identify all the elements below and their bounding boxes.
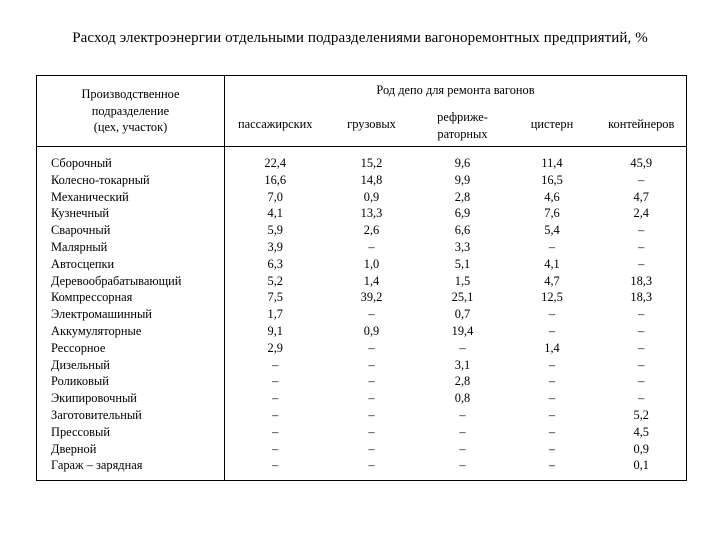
column-header-tank: цистерн (508, 104, 597, 147)
value-cell: – (368, 391, 375, 406)
unit-name: Заготовительный (51, 407, 142, 422)
value-cell: – (459, 458, 466, 473)
unit-name: Деревообрабатывающий (51, 273, 182, 288)
value-cell: 11,4 (541, 156, 563, 170)
value-cell: – (368, 441, 375, 456)
unit-name: Экипировочный (51, 391, 137, 406)
column-header-container: контейнеров (597, 104, 687, 147)
values-column-freight (326, 147, 418, 481)
value-cell: – (368, 239, 375, 254)
value-cell: 13,3 (360, 206, 383, 221)
value-cell: – (272, 391, 279, 406)
value-cell: – (368, 458, 375, 473)
value-cell: 22,4 (264, 156, 287, 170)
value-cell: 4,1 (544, 256, 560, 271)
value-cell: 6,3 (267, 256, 283, 271)
value-cell: – (638, 172, 645, 187)
column-header-refrigerated: рефриже- раторных (418, 104, 508, 147)
value-cell: 14,8 (360, 172, 383, 187)
unit-name: Прессовый (51, 424, 110, 439)
unit-name: Колесно-токарный (51, 172, 150, 187)
column-header-freight: грузовых (326, 104, 418, 147)
value-cell: 0,1 (633, 458, 649, 473)
value-cell: – (638, 256, 645, 271)
value-cell: – (368, 340, 375, 355)
value-cell: 0,9 (363, 189, 380, 204)
value-cell: – (548, 424, 556, 439)
value-cell: 5,2 (633, 407, 649, 422)
value-cell: 1,7 (267, 307, 283, 322)
value-cell: 5,2 (267, 273, 283, 288)
value-cell: 0,7 (454, 307, 471, 322)
unit-name: Аккумуляторные (51, 323, 142, 338)
value-cell: – (272, 374, 279, 389)
value-cell: – (459, 441, 466, 456)
unit-name: Механический (51, 189, 129, 204)
unit-name: Автосцепки (51, 256, 115, 271)
value-cell: – (638, 391, 645, 406)
depot-type-group-header: Род депо для ремонта вагонов (225, 76, 687, 105)
value-cell: – (368, 357, 375, 372)
value-cell: – (459, 424, 466, 439)
value-cell: 19,4 (451, 323, 474, 338)
value-cell: – (368, 374, 375, 389)
unit-name: Дверной (51, 441, 97, 456)
value-cell: 4,6 (544, 189, 560, 204)
value-cell: 1,0 (363, 256, 380, 271)
value-cell: 5,1 (454, 256, 471, 271)
value-cell: – (638, 307, 645, 322)
value-cell: 16,6 (264, 172, 287, 187)
value-cell: 0,9 (363, 323, 380, 338)
value-cell: 16,5 (541, 172, 563, 187)
value-cell: – (638, 323, 645, 338)
values-column-container (597, 147, 687, 481)
value-cell: – (368, 424, 375, 439)
value-cell: 7,5 (267, 290, 283, 305)
table-title: Расход электроэнергии отдельными подразделениями вагоноремонтных предприятий, % (72, 30, 648, 46)
value-cell: 2,8 (454, 374, 471, 389)
value-cell: 39,2 (360, 290, 383, 305)
value-cell: 0,9 (633, 441, 649, 456)
unit-name: Дизельный (51, 357, 110, 372)
value-cell: 3,1 (454, 357, 471, 372)
value-cell: 7,0 (267, 189, 283, 204)
value-cell: 12,5 (541, 290, 563, 305)
value-cell: 1,4 (544, 340, 560, 355)
unit-name: Малярный (51, 239, 108, 254)
values-column-passenger (225, 147, 326, 481)
value-cell: – (548, 357, 556, 372)
value-cell: 3,3 (454, 239, 471, 254)
value-cell: 18,3 (630, 273, 653, 288)
value-cell: 0,8 (454, 391, 471, 406)
value-cell: 1,4 (363, 273, 380, 288)
value-cell: – (368, 307, 375, 322)
value-cell: – (548, 374, 556, 389)
value-cell: 9,1 (267, 323, 283, 338)
value-cell: 45,9 (630, 156, 653, 170)
value-cell: 2,6 (363, 223, 380, 238)
value-cell: 4,5 (633, 424, 649, 439)
value-cell: – (272, 407, 279, 422)
value-cell: – (548, 391, 556, 406)
value-cell: 6,9 (454, 206, 471, 221)
value-cell: – (548, 441, 556, 456)
unit-name: Электромашинный (51, 307, 152, 322)
column-header-passenger: пассажирских (225, 104, 326, 147)
value-cell: 4,7 (633, 189, 649, 204)
value-cell: – (548, 307, 556, 322)
value-cell: – (368, 407, 375, 422)
value-cell: 5,9 (267, 223, 283, 238)
value-cell: – (272, 441, 279, 456)
value-cell: 2,8 (454, 189, 471, 204)
value-cell: – (548, 323, 556, 338)
value-cell: 3,9 (267, 239, 283, 254)
value-cell: – (638, 239, 645, 254)
electricity-table (36, 75, 687, 481)
unit-name: Компрессорная (51, 290, 133, 305)
value-cell: – (638, 340, 645, 355)
value-cell: 2,4 (633, 206, 649, 221)
unit-name: Рессорное (51, 340, 106, 355)
unit-name: Кузнечный (51, 206, 110, 221)
unit-name: Сборочный (51, 156, 112, 170)
unit-name: Сварочный (51, 223, 111, 238)
value-cell: 2,9 (267, 340, 283, 355)
value-cell: – (638, 223, 645, 238)
value-cell: – (272, 458, 279, 473)
value-cell: 4,7 (544, 273, 560, 288)
unit-name: Роликовый (51, 374, 109, 389)
unit-column-header: Производственное подразделение (цех, участок) (37, 76, 225, 147)
values-column-tank (508, 147, 597, 481)
value-cell: – (459, 340, 466, 355)
value-cell: – (638, 357, 645, 372)
unit-name: Гараж – зарядная (51, 458, 143, 473)
value-cell: 18,3 (630, 290, 653, 305)
value-cell: 25,1 (451, 290, 474, 305)
value-cell: 4,1 (267, 206, 283, 221)
value-cell: – (638, 374, 645, 389)
value-cell: – (548, 458, 556, 473)
value-cell: 1,5 (454, 273, 471, 288)
value-cell: – (548, 407, 556, 422)
value-cell: 6,6 (454, 223, 471, 238)
value-cell: 7,6 (544, 206, 560, 221)
value-cell: – (272, 357, 279, 372)
value-cell: 15,2 (360, 156, 383, 170)
value-cell: 9,9 (454, 172, 471, 187)
value-cell: – (272, 424, 279, 439)
unit-names-column (37, 147, 225, 481)
value-cell: 5,4 (544, 223, 560, 238)
value-cell: 9,6 (454, 156, 471, 170)
value-cell: – (548, 239, 556, 254)
values-column-refrigerated (418, 147, 508, 481)
value-cell: – (459, 407, 466, 422)
